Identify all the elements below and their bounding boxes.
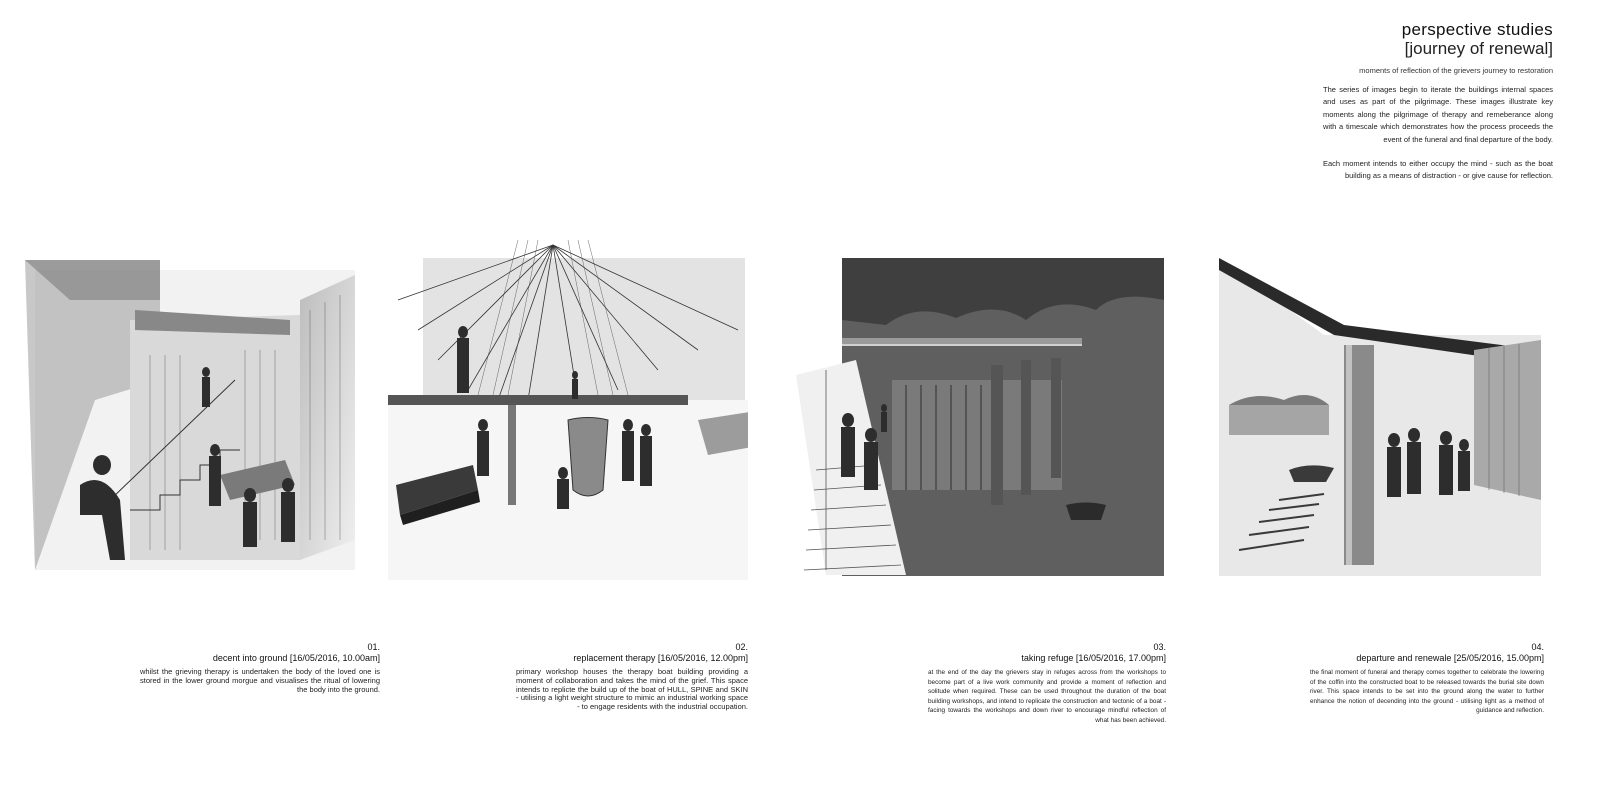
perspective-panel-3 [796, 240, 1166, 730]
perspective-panel-1 [10, 240, 380, 730]
panel-2-title: replacement therapy [16/05/2016, 12.00pm] [573, 653, 748, 663]
panel-1-caption [213, 642, 380, 664]
panel-3-number: 03. [1153, 642, 1166, 652]
panel-4-caption [1356, 642, 1544, 664]
intro-paragraph-1: The series of images begin to iterate the buildings internal spaces and uses as part of the pilgrimage. These images illustrate key moments along the pilgrimage of therapy and remeberance along with a timescale which demonstrates how the process proceeds the event of the funeral and final departure of the body. [1323, 85, 1553, 144]
panel-1-title: decent into ground [16/05/2016, 10.00am] [212, 653, 380, 663]
panel-2-number: 02. [735, 642, 748, 652]
panel-4-number: 04. [1531, 642, 1544, 652]
perspective-sketch-boat-workshop [378, 240, 748, 600]
page-tagline: moments of reflection of the grievers journey to restoration [1359, 66, 1553, 75]
intro-paragraph-2: Each moment intends to either occupy the mind - such as the boat building as a means of distraction - or give cause for reflection. [1323, 159, 1553, 181]
perspective-sketch-departure [1174, 240, 1544, 600]
panel-3-description: at the end of the day the grievers stay in refuges across from the workshops to become part of a live work community and provide a moment of reflection and solitude when required. These can be used throughout the duration of the boat building workshops, and intend to replicate the construction and tectonic of a boat - facing towards the workshops and down river to encourage mindful reflection of what has been achieved. [928, 669, 1166, 724]
page-title: perspective studies [1401, 20, 1553, 39]
perspective-panel-4 [1174, 240, 1544, 730]
page-subtitle: [journey of renewal] [1404, 39, 1553, 58]
perspective-sketch-stair-morgue [10, 240, 380, 600]
panel-2-description: primary workshop houses the therapy boat building providing a moment of collaboration and takes the mind of the grief. This space intends to replicte the build up of the boat of HULL, SPINE and SKIN - utilising a light weight structure to mimic an industrial working space - to engage residents with the industrial occupation. [516, 667, 748, 712]
panel-3-title: taking refuge [16/05/2016, 17.00pm] [1021, 653, 1166, 663]
panel-1-number: 01. [367, 642, 380, 652]
intro-text [1323, 84, 1553, 183]
panel-4-title: departure and renewale [25/05/2016, 15.00pm] [1356, 653, 1544, 663]
perspective-sketch-river-refuge [796, 240, 1166, 600]
panel-1-description: whilst the grieving therapy is undertaken the body of the loved one is stored in the lower ground morgue and visualises the ritual of lowering the body into the ground. [140, 667, 380, 694]
panel-2-caption [573, 642, 748, 664]
panel-3-caption [1021, 642, 1166, 664]
header-block [1323, 20, 1553, 195]
panel-4-description: the final moment of funeral and therapy comes together to celebrate the lowering of the coffin into the constructed boat to be released towards the burial site down river. This space intends to be set into the ground along the water to further enhance the notion of decending into the ground - utilising light as a method of guidance and reflection. [1310, 669, 1544, 714]
perspective-panel-2 [378, 240, 748, 730]
